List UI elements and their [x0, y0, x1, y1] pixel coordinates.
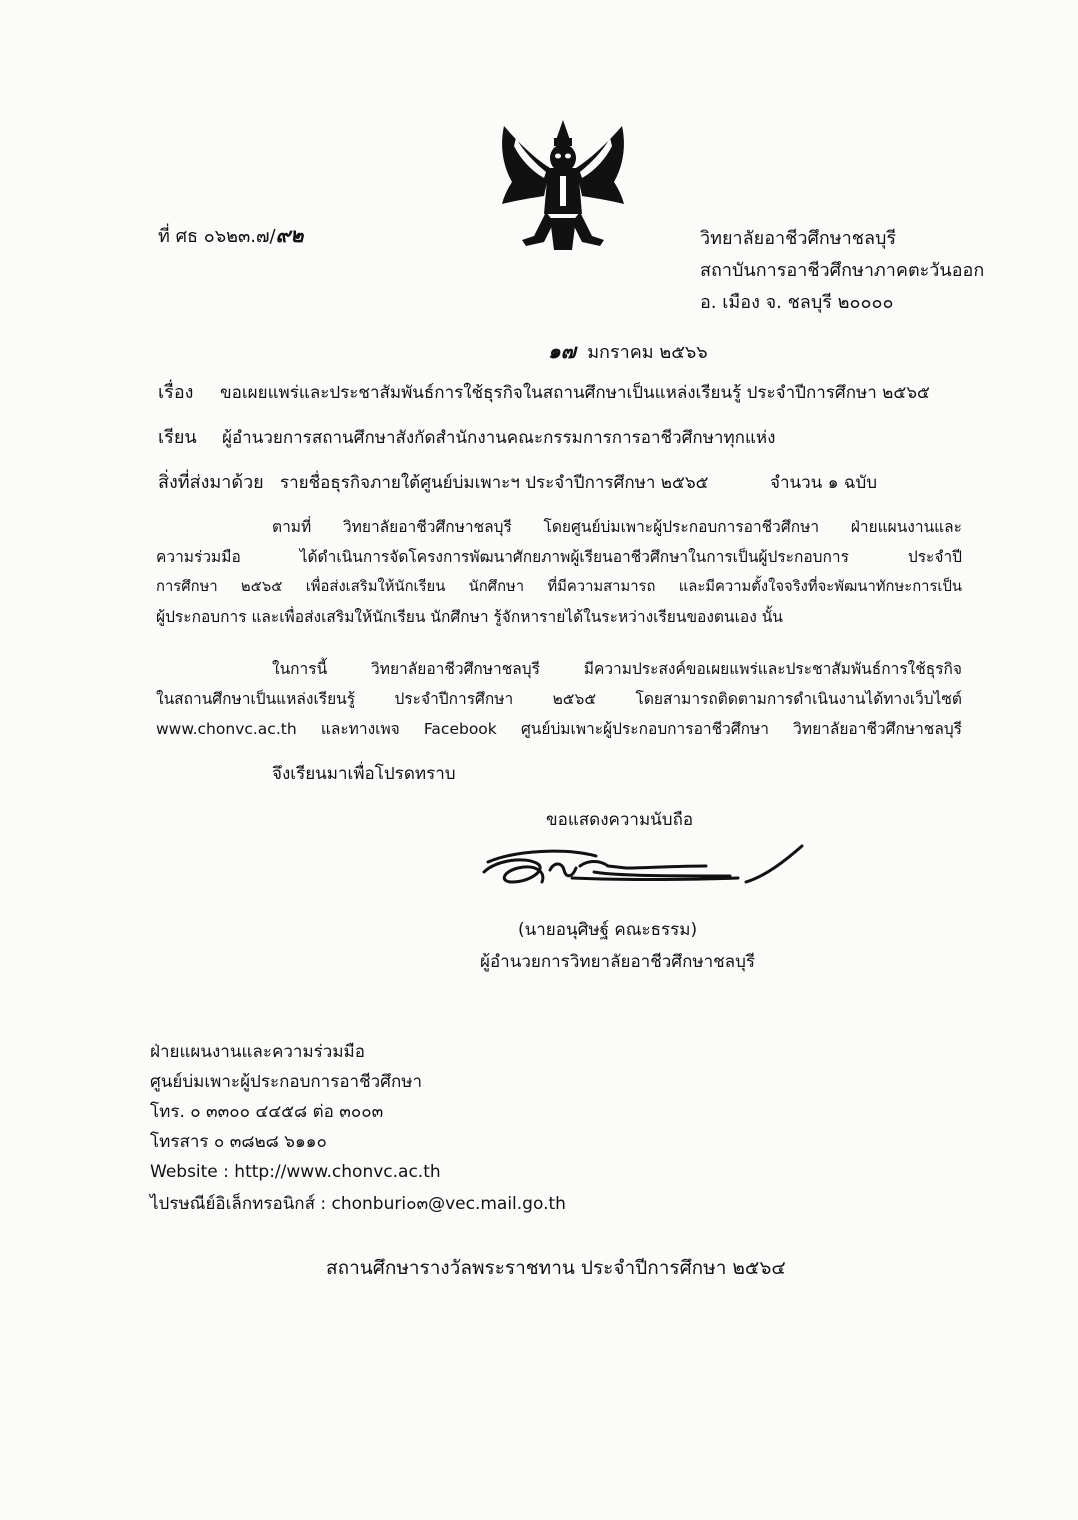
- sender-name: วิทยาลัยอาชีวศึกษาชลบุรี: [700, 228, 897, 249]
- recipient-label: เรียน: [158, 427, 197, 448]
- body-paragraph-1: [156, 512, 962, 632]
- date-day-handwritten: ๑๗: [548, 339, 576, 363]
- signature-icon: [476, 842, 816, 904]
- subject-text: ขอเผยแพร่และประชาสัมพันธ์การใช้ธุรกิจในสถานศึกษาเป็นแหล่งเรียนรู้ ประจำปีการศึกษา ๒๕๖๕: [220, 383, 930, 403]
- contact-email: ไปรษณีย์อิเล็กทรอนิกส์ : chonburi๐๓@vec.mail.go.th: [150, 1194, 566, 1214]
- body-paragraph-2: [156, 654, 962, 744]
- ref-number-handwritten: ๙๒: [275, 223, 304, 247]
- paragraph-1-line: ผู้ประกอบการ และเพื่อส่งเสริมให้นักเรียน นักศึกษา รู้จักหารายได้ในระหว่างเรียนของตนเอง นั้น: [156, 608, 783, 626]
- attachment-label: สิ่งที่ส่งมาด้วย: [158, 472, 264, 493]
- contact-phone: โทร. ๐ ๓๓๐๐ ๔๔๕๘ ต่อ ๓๐๐๓: [150, 1102, 384, 1122]
- regards-text: ขอแสดงความนับถือ: [546, 810, 694, 830]
- contact-website: Website : http://www.chonvc.ac.th: [150, 1162, 441, 1182]
- paragraph-2-line: ในการนี้ วิทยาลัยอาชีวศึกษาชลบุรี มีความประสงค์ขอเผยแพร่และประชาสัมพันธ์การใช้ธุรกิจ: [272, 660, 962, 678]
- paragraph-2-line: www.chonvc.ac.th และทางเพจ Facebook ศูนย์บ่มเพาะผู้ประกอบการอาชีวศึกษา วิทยาลัยอาชีวศึกษาชลบุรี: [156, 720, 962, 738]
- paragraph-2-line: ในสถานศึกษาเป็นแหล่งเรียนรู้ ประจำปีการศึกษา ๒๕๖๕ โดยสามารถติดตามการดำเนินงานได้ทางเว็บไซต์: [156, 690, 962, 708]
- contact-center: ศูนย์บ่มเพาะผู้ประกอบการอาชีวศึกษา: [150, 1072, 423, 1092]
- attachment-count: จำนวน ๑ ฉบับ: [770, 473, 878, 493]
- attachment-text: รายชื่อธุรกิจภายใต้ศูนย์บ่มเพาะฯ ประจำปีการศึกษา ๒๕๖๕: [280, 473, 709, 493]
- closing-sentence: จึงเรียนมาเพื่อโปรดทราบ: [272, 764, 456, 784]
- paragraph-1-line: ความร่วมมือ ได้ดำเนินการจัดโครงการพัฒนาศักยภาพผู้เรียนอาชีวศึกษาในการเป็นผู้ประกอบการ ประจำปี: [156, 548, 962, 566]
- paragraph-1-line: ตามที่ วิทยาลัยอาชีวศึกษาชลบุรี โดยศูนย์บ่มเพาะผู้ประกอบการอาชีวศึกษา ฝ่ายแผนงานและ: [272, 518, 962, 536]
- sender-institute: สถาบันการอาชีวศึกษาภาคตะวันออก: [700, 260, 985, 281]
- ref-number-prefix: ที่ ศธ ๐๖๒๓.๗/: [158, 226, 276, 247]
- subject-label: เรื่อง: [158, 382, 194, 403]
- sender-address: อ. เมือง จ. ชลบุรี ๒๐๐๐๐: [700, 292, 894, 313]
- contact-department: ฝ่ายแผนงานและความร่วมมือ: [150, 1042, 365, 1062]
- recipient-text: ผู้อำนวยการสถานศึกษาสังกัดสำนักงานคณะกรรมการการอาชีวศึกษาทุกแห่ง: [222, 428, 776, 448]
- ref-number: [158, 222, 303, 250]
- signer-position: ผู้อำนวยการวิทยาลัยอาชีวศึกษาชลบุรี: [480, 952, 756, 972]
- contact-fax: โทรสาร ๐ ๓๘๒๘ ๖๑๑๐: [150, 1132, 327, 1152]
- footer-award-text: สถานศึกษารางวัลพระราชทาน ประจำปีการศึกษา ๒๕๖๔: [326, 1257, 786, 1279]
- garuda-emblem-icon: [494, 118, 632, 258]
- signer-name: (นายอนุศิษฐ์ คณะธรรม): [518, 920, 698, 940]
- date-month-year: มกราคม ๒๕๖๖: [587, 342, 708, 363]
- letter-date: [548, 338, 708, 366]
- paragraph-1-line: การศึกษา ๒๕๖๕ เพื่อส่งเสริมให้นักเรียน นักศึกษา ที่มีความสามารถ และมีความตั้งใจจริงที่จะพัฒนาทักษะการเป็น: [156, 578, 962, 595]
